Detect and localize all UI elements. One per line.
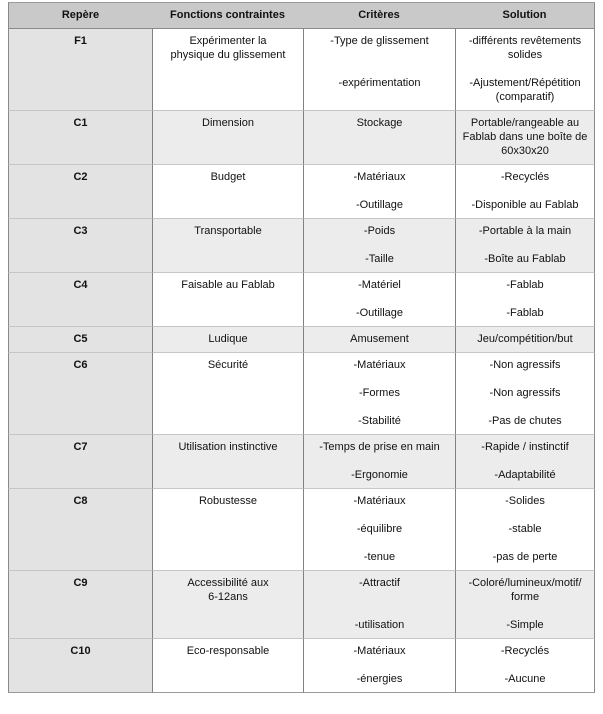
cell-line: Robustesse: [198, 495, 258, 507]
blank-line: [308, 658, 451, 672]
criteres-cell: [303, 352, 455, 434]
cell-line: 6-12ans: [208, 591, 248, 603]
cell-line: -Simple: [506, 619, 544, 631]
column-header-criteres: Critères: [303, 2, 455, 29]
cell-line: C3: [73, 225, 88, 237]
cell-line: -Outillage: [355, 199, 404, 211]
cell-line: -Aucune: [504, 673, 546, 685]
cell-line: -tenue: [363, 551, 396, 563]
blank-line: [308, 536, 451, 550]
cell-line: Transportable: [194, 225, 262, 237]
cell-line: -équilibre: [356, 523, 403, 535]
criteres-cell: [303, 110, 455, 164]
fonction-cell: [152, 352, 303, 434]
column-header-fonctions-contraintes: Fonctions contraintes: [152, 2, 303, 29]
cell-line: -Rapide / instinctif: [481, 441, 569, 453]
criteres-cell: [303, 29, 455, 110]
solution-cell: [455, 352, 595, 434]
cell-line: -Disponible au Fablab: [471, 199, 579, 211]
cell-line: Portable/rangeable au Fablab dans une boîte de 60x30x20: [462, 117, 588, 157]
cell-line: -Matériaux: [353, 495, 406, 507]
cell-line: -Ajustement/Répétition (comparatif): [469, 77, 581, 103]
cell-line: Ludique: [208, 333, 248, 345]
cell-line: -Matériaux: [353, 359, 406, 371]
cell-line: -Adaptabilité: [494, 469, 556, 481]
cell-line: -Fablab: [506, 307, 544, 319]
fonction-cell: [152, 326, 303, 352]
repere-cell: [8, 218, 152, 272]
repere-cell: [8, 570, 152, 638]
criteres-cell: [303, 164, 455, 218]
blank-line: [308, 590, 451, 604]
solution-cell: [455, 434, 595, 488]
fonction-cell: [152, 570, 303, 638]
cell-line: -utilisation: [354, 619, 405, 631]
cell-line: Budget: [210, 171, 246, 183]
cell-line: -Non agressifs: [489, 387, 561, 399]
repere-cell: [8, 434, 152, 488]
blank-line: [460, 604, 590, 618]
cell-line: C7: [73, 441, 88, 453]
cell-line: Jeu/compétition/but: [477, 333, 573, 345]
criteres-cell: [303, 638, 455, 693]
column-header-repere: Repère: [8, 2, 152, 29]
criteres-cell: [303, 434, 455, 488]
blank-line: [308, 184, 451, 198]
blank-line: [308, 62, 451, 76]
fonction-cell: [152, 29, 303, 110]
cell-line: -Ergonomie: [351, 469, 408, 481]
cell-line: -Poids: [363, 225, 396, 237]
cell-line: forme: [510, 591, 540, 603]
fonction-cell: [152, 434, 303, 488]
fonction-cell: [152, 218, 303, 272]
cell-line: Dimension: [202, 117, 254, 129]
solution-cell: [455, 638, 595, 693]
cell-line: -Fablab: [506, 279, 544, 291]
table-row-c5: [8, 326, 595, 352]
cell-line: -différents revêtements solides: [468, 35, 582, 61]
cell-line: Stockage: [356, 117, 403, 129]
cell-line: C4: [73, 279, 88, 291]
cell-line: F1: [74, 35, 87, 47]
blank-line: [460, 184, 590, 198]
criteres-cell: [303, 488, 455, 570]
blank-line: [308, 238, 451, 252]
criteres-cell: [303, 272, 455, 326]
cell-line: -Formes: [359, 387, 400, 399]
fonction-cell: [152, 110, 303, 164]
table-row-c1: [8, 110, 595, 164]
cell-line: -Attractif: [359, 577, 400, 589]
criteres-cell: [303, 218, 455, 272]
solution-cell: [455, 326, 595, 352]
cell-line: -Recyclés: [500, 645, 550, 657]
cell-line: -Type de glissement: [330, 35, 429, 47]
cell-line: Expérimenter la: [189, 35, 267, 47]
blank-line: [460, 238, 590, 252]
cell-line: -Pas de chutes: [488, 415, 562, 427]
table-row-c9: [8, 570, 595, 638]
cell-line: -Non agressifs: [489, 359, 561, 371]
solution-cell: [455, 488, 595, 570]
fonction-cell: [152, 272, 303, 326]
cell-line: -Coloré/lumineux/motif/: [468, 577, 582, 589]
fonction-cell: [152, 164, 303, 218]
cell-line: C6: [73, 359, 88, 371]
constraints-table: [8, 2, 595, 693]
cell-line: -énergies: [356, 673, 403, 685]
cell-line: -Matériaux: [353, 645, 406, 657]
repere-cell: [8, 164, 152, 218]
repere-cell: [8, 326, 152, 352]
cell-line: -Outillage: [355, 307, 404, 319]
cell-line: C10: [70, 645, 91, 657]
cell-line: -Matériel: [358, 279, 401, 291]
cell-line: Sécurité: [207, 359, 249, 371]
criteres-cell: [303, 570, 455, 638]
blank-line: [460, 536, 590, 550]
blank-line: [460, 400, 590, 414]
blank-line: [460, 658, 590, 672]
cell-line: Accessibilité aux: [187, 577, 269, 589]
cell-line: -Taille: [365, 253, 394, 265]
table-body: [8, 29, 595, 693]
repere-cell: [8, 352, 152, 434]
blank-line: [308, 48, 451, 62]
table-header: [8, 2, 595, 29]
solution-cell: [455, 218, 595, 272]
solution-cell: [455, 164, 595, 218]
table-row-c4: [8, 272, 595, 326]
blank-line: [308, 400, 451, 414]
cell-line: Utilisation instinctive: [178, 441, 278, 453]
table-row-c8: [8, 488, 595, 570]
cell-line: Amusement: [350, 333, 409, 345]
cell-line: -Temps de prise en main: [319, 441, 440, 453]
solution-cell: [455, 272, 595, 326]
cell-line: -expérimentation: [338, 77, 421, 89]
cell-line: -Boîte au Fablab: [484, 253, 566, 265]
column-header-solution: Solution: [455, 2, 595, 29]
table-row-c3: [8, 218, 595, 272]
repere-cell: [8, 272, 152, 326]
cell-line: C9: [73, 577, 88, 589]
cell-line: -Stabilité: [358, 415, 401, 427]
cell-line: C5: [73, 333, 88, 345]
fonction-cell: [152, 488, 303, 570]
blank-line: [460, 454, 590, 468]
cell-line: -stable: [508, 523, 542, 535]
solution-cell: [455, 570, 595, 638]
repere-cell: [8, 110, 152, 164]
cell-line: -pas de perte: [492, 551, 558, 563]
cell-line: C2: [73, 171, 88, 183]
blank-line: [308, 372, 451, 386]
blank-line: [308, 508, 451, 522]
blank-line: [460, 292, 590, 306]
blank-line: [308, 604, 451, 618]
blank-line: [460, 508, 590, 522]
cell-line: Faisable au Fablab: [181, 279, 275, 291]
solution-cell: [455, 29, 595, 110]
cell-line: -Matériaux: [353, 171, 406, 183]
fonction-cell: [152, 638, 303, 693]
table-row-c7: [8, 434, 595, 488]
criteres-cell: [303, 326, 455, 352]
cell-line: C8: [73, 495, 88, 507]
table-row-c6: [8, 352, 595, 434]
repere-cell: [8, 488, 152, 570]
cell-line: C1: [73, 117, 88, 129]
blank-line: [308, 292, 451, 306]
blank-line: [460, 372, 590, 386]
repere-cell: [8, 638, 152, 693]
cell-line: Eco-responsable: [186, 645, 270, 657]
solution-cell: [455, 110, 595, 164]
cell-line: -Portable à la main: [478, 225, 572, 237]
cell-line: -Solides: [505, 495, 545, 507]
blank-line: [308, 454, 451, 468]
blank-line: [460, 62, 590, 76]
table-row-c10: [8, 638, 595, 693]
table-row-c2: [8, 164, 595, 218]
table-row-f1: [8, 29, 595, 110]
header-row: [8, 2, 595, 29]
cell-line: -Recyclés: [500, 171, 550, 183]
cell-line: physique du glissement: [170, 49, 286, 61]
repere-cell: [8, 29, 152, 110]
